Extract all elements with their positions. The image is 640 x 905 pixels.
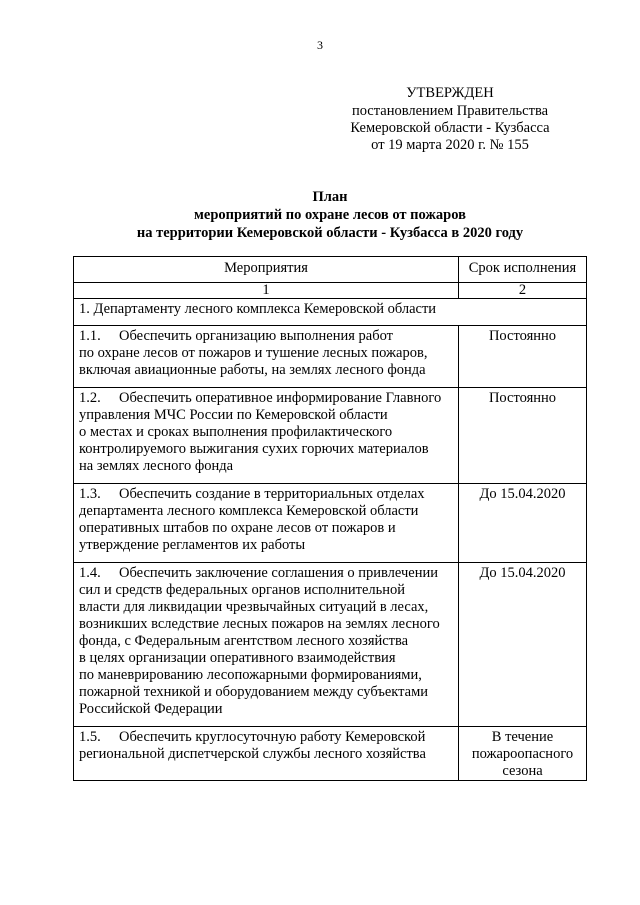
header-deadline: Срок исполнения: [459, 257, 587, 283]
column-number: 1: [74, 283, 459, 299]
deadline-cell: [459, 484, 587, 563]
measure-text-line: [79, 729, 452, 746]
table-header-row: [74, 257, 587, 283]
measure-text-line: [79, 390, 452, 407]
measure-text-line: [79, 667, 452, 684]
measure-code: 1.2.: [79, 390, 101, 406]
measure-text: власти для ликвидации чрезвычайных ситуаций в лесах,: [79, 599, 429, 615]
plan-title-line: мероприятий по охране лесов от пожаров: [194, 207, 466, 223]
measure-text: оперативных штабов по охране лесов от пожаров и: [79, 520, 396, 536]
table-row: [74, 388, 587, 484]
plan-title-line: на территории Кемеровской области - Кузбасса в 2020 году: [136, 225, 524, 241]
table-row: [74, 326, 587, 388]
measure-text: утверждение регламентов их работы: [79, 537, 306, 553]
measure-text: на землях лесного фонда: [79, 458, 234, 474]
measure-text: пожарной техникой и оборудованием между субъектами: [79, 684, 429, 700]
measure-text-line: [79, 407, 452, 424]
deadline-text: Постоянно: [488, 328, 557, 344]
measures-table: [73, 256, 587, 781]
measure-text: Обеспечить организацию выполнения работ: [119, 328, 394, 344]
measure-text: Обеспечить создание в территориальных отделах: [119, 486, 425, 502]
plan-title: [70, 188, 590, 242]
header-measures: Мероприятия: [74, 257, 459, 283]
measure-code: 1.1.: [79, 328, 101, 344]
measure-text-line: [79, 503, 452, 520]
approval-line: Кемеровской области - Кузбасса: [350, 120, 550, 136]
table-row: [74, 563, 587, 727]
measure-text: Обеспечить заключение соглашения о привлечении: [119, 565, 438, 581]
plan-title-line: План: [312, 189, 348, 205]
measure-text: управления МЧС России по Кемеровской области: [79, 407, 388, 423]
measure-text: Российской Федерации: [79, 701, 223, 717]
measure-text: фонда, с Федеральным агентством лесного хозяйства: [79, 633, 409, 649]
measure-text-line: [79, 458, 452, 475]
measure-text-line: [79, 650, 452, 667]
measure-cell: [74, 563, 459, 727]
measure-text: по охране лесов от пожаров и тушение лесных пожаров,: [79, 345, 428, 361]
measure-text-line: [79, 362, 452, 379]
measure-text: Обеспечить круглосуточную работу Кемеровской: [119, 729, 426, 745]
measure-text-line: [79, 582, 452, 599]
table-numbering-row: [74, 283, 587, 299]
measure-text-line: [79, 520, 452, 537]
measure-text: региональной диспетчерской службы лесного хозяйства: [79, 746, 426, 762]
measure-text-line: [79, 424, 452, 441]
measure-text-line: [79, 633, 452, 650]
measure-text: по маневрированию лесопожарными формированиями,: [79, 667, 422, 683]
measure-cell: [74, 388, 459, 484]
measure-text: департамента лесного комплекса Кемеровской области: [79, 503, 419, 519]
section-title: 1. Департаменту лесного комплекса Кемеровской области: [74, 299, 587, 326]
measure-text: о местах и сроках выполнения профилактического: [79, 424, 393, 440]
measure-text: в целях организации оперативного взаимодействия: [79, 650, 396, 666]
measure-text-line: [79, 328, 452, 345]
measure-text-line: [79, 684, 452, 701]
deadline-text: До 15.04.2020: [479, 565, 566, 581]
approval-title: УТВЕРЖДЕН: [406, 85, 494, 101]
approval-line: от 19 марта 2020 г. № 155: [371, 137, 529, 153]
measure-code: 1.3.: [79, 486, 101, 502]
measure-text-line: [79, 565, 452, 582]
measure-text-line: [79, 616, 452, 633]
measure-text: включая авиационные работы, на землях лесного фонда: [79, 362, 426, 378]
deadline-cell: [459, 727, 587, 781]
table-row: [74, 484, 587, 563]
deadline-text: пожароопасного: [471, 746, 574, 762]
measure-text-line: [79, 537, 452, 554]
measure-text-line: [79, 441, 452, 458]
approval-line: постановлением Правительства: [351, 103, 549, 119]
deadline-text: В течение: [491, 729, 554, 745]
page-number: 3: [317, 38, 323, 52]
measure-text-line: [79, 701, 452, 718]
section-row: [74, 299, 587, 326]
deadline-cell: [459, 326, 587, 388]
measure-text: контролируемого выжигания сухих горючих материалов: [79, 441, 429, 457]
measure-text-line: [79, 486, 452, 503]
deadline-cell: [459, 388, 587, 484]
approval-block: [330, 85, 570, 154]
measure-text-line: [79, 345, 452, 362]
deadline-text: сезона: [502, 763, 543, 779]
measure-cell: [74, 484, 459, 563]
measure-code: 1.5.: [79, 729, 101, 745]
measure-text-line: [79, 746, 452, 763]
measure-cell: [74, 727, 459, 781]
measure-text: сил и средств федеральных органов исполнительной: [79, 582, 406, 598]
table-row: [74, 727, 587, 781]
measure-text: Обеспечить оперативное информирование Главного: [119, 390, 442, 406]
deadline-text: Постоянно: [488, 390, 557, 406]
measure-text-line: [79, 599, 452, 616]
column-number: 2: [459, 283, 587, 299]
measure-cell: [74, 326, 459, 388]
deadline-text: До 15.04.2020: [479, 486, 566, 502]
deadline-cell: [459, 563, 587, 727]
measure-code: 1.4.: [79, 565, 101, 581]
measure-text: возникших вследствие лесных пожаров на землях лесного: [79, 616, 440, 632]
